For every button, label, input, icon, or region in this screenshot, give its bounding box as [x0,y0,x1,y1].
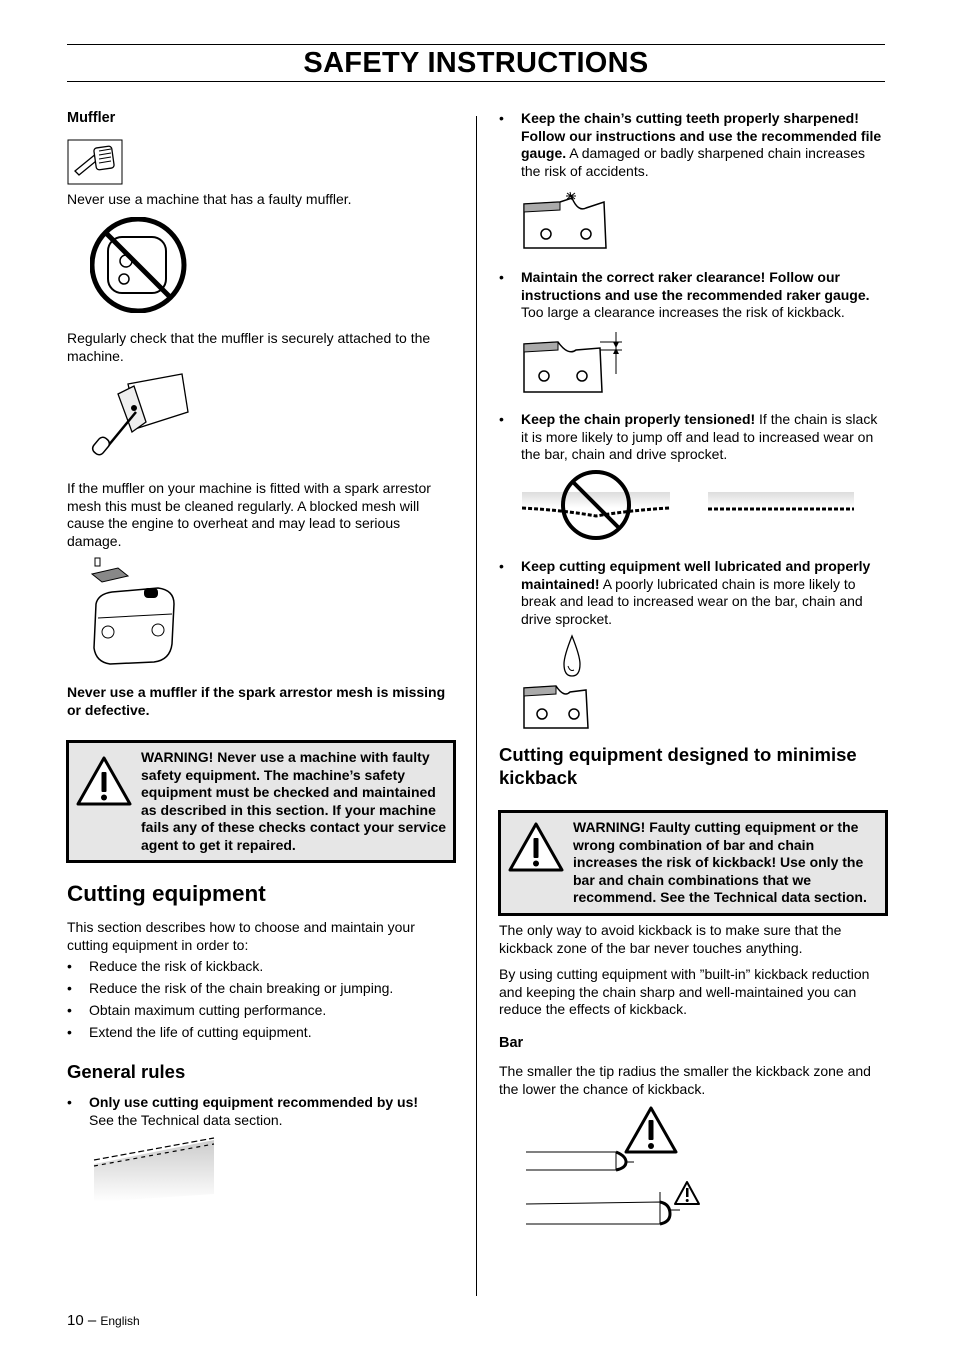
raker-bullet [499,269,887,322]
prohibited-muffler-icon [90,217,190,318]
page-title: SAFETY INSTRUCTIONS [303,47,649,79]
kickback-text-1: The only way to avoid kickback is to make sure that the kickback zone of the bar never touches anything. [499,922,842,956]
cutter-tooth-figure [520,190,610,259]
bar-heading: Bar [499,1035,524,1051]
warning-box-left [66,740,456,863]
muffler-screwdriver-figure [88,372,192,469]
warning-text-right: WARNING! Faulty cutting equipment or the wrong combination of bar and chain increases the risk of kickback! Use only the bar and chain combinations that we recommend. See the Technical data section. [573,819,867,906]
list-item [499,411,887,464]
page-number: 10 – [67,1312,97,1329]
bar-text: The smaller the tip radius the smaller the kickback zone and the lower the chance of kickback. [499,1063,871,1097]
warning-triangle-icon [75,755,133,812]
warning-box-right [498,810,888,916]
cutting-intro: This section describes how to choose and maintain your cutting equipment in order to: [67,919,415,953]
bullet-text: A poorly lubricated chain is more likely to break and lead to increased wear on the bar, chain and drive sprocket. [521,575,863,627]
list-item [499,269,887,322]
spark-arrestor-figure [88,556,178,675]
list-item [499,110,887,180]
warning-triangle-icon [507,821,565,878]
brush-icon [67,139,123,190]
cutting-bullet-list [67,958,456,1042]
bullet-bold: Maintain the correct raker clearance! Follow our instructions and use the recommended raker gauge. [521,269,870,303]
tension-bullet [499,411,887,464]
kickback-text-2: By using cutting equipment with ”built-in” kickback reduction and keeping the chain sharp and well-maintained you can reduce the effects of kickback. [499,966,870,1017]
sharpen-bullet [499,110,887,180]
header-rule-bottom [67,81,885,82]
general-rule-text: See the Technical data section. [89,1111,283,1128]
muffler-text-3: If the muffler on your machine is fitted with a spark arrestor mesh this must be cleaned regularly. A blocked mesh will cause the engine to overheat and may lead to serious damage. [67,480,431,549]
bar-tip-radius-figure [520,1106,710,1235]
bullet-bold: Keep cutting equipment well lubricated and properly maintained! [521,558,871,592]
warning-text-left: WARNING! Never use a machine with faulty safety equipment. The machine’s safety equipment must be checked and maintained as described in this section. If your machine fails any of these checks contact your service agent to get it repaired. [141,749,447,853]
muffler-heading: Muffler [67,110,116,126]
chain-tension-figure [522,470,856,547]
list-item: • Reduce the risk of the chain breaking or jumping. [67,980,456,998]
oil-drop-tooth-figure [520,634,594,735]
column-divider [476,116,477,1296]
muffler-text-1: Never use a machine that has a faulty muffler. [67,191,352,207]
muffler-text-2: Regularly check that the muffler is securely attached to the machine. [67,330,431,364]
cutting-equipment-heading: Cutting equipment [67,881,266,906]
list-item [67,1094,456,1129]
language-label: English [100,1314,140,1328]
page-footer [67,1312,140,1331]
bullet-bold: Keep the chain properly tensioned! [521,411,756,427]
general-rules-heading: General rules [67,1061,186,1082]
bullet-text: If the chain is slack it is more likely to jump off and lead to increased wear on the bar, chain and drive sprocket. [521,411,878,462]
list-item: • Extend the life of cutting equipment. [67,1024,456,1042]
bullet-bold: Keep the chain’s cutting teeth properly sharpened! Follow our instructions and use the recommended file gauge. [521,110,882,161]
list-item: • Reduce the risk of kickback. [67,958,456,976]
bullet-text: A damaged or badly sharpened chain increases the risk of accidents. [521,145,865,179]
kickback-heading: Cutting equipment designed to minimise kickback [499,744,857,788]
muffler-warning-text: Never use a muffler if the spark arrestor mesh is missing or defective. [67,684,446,718]
raker-gauge-figure [520,330,630,403]
list-item: • Obtain maximum cutting performance. [67,1002,456,1020]
bullet-text: Too large a clearance increases the risk of kickback. [521,304,845,320]
general-rule-bold: Only use cutting equipment recommended by us! [89,1094,419,1110]
chain-and-bar-figure [92,1134,216,1207]
list-item [499,558,887,628]
general-rules-list [67,1094,456,1129]
lubrication-bullet [499,558,887,628]
